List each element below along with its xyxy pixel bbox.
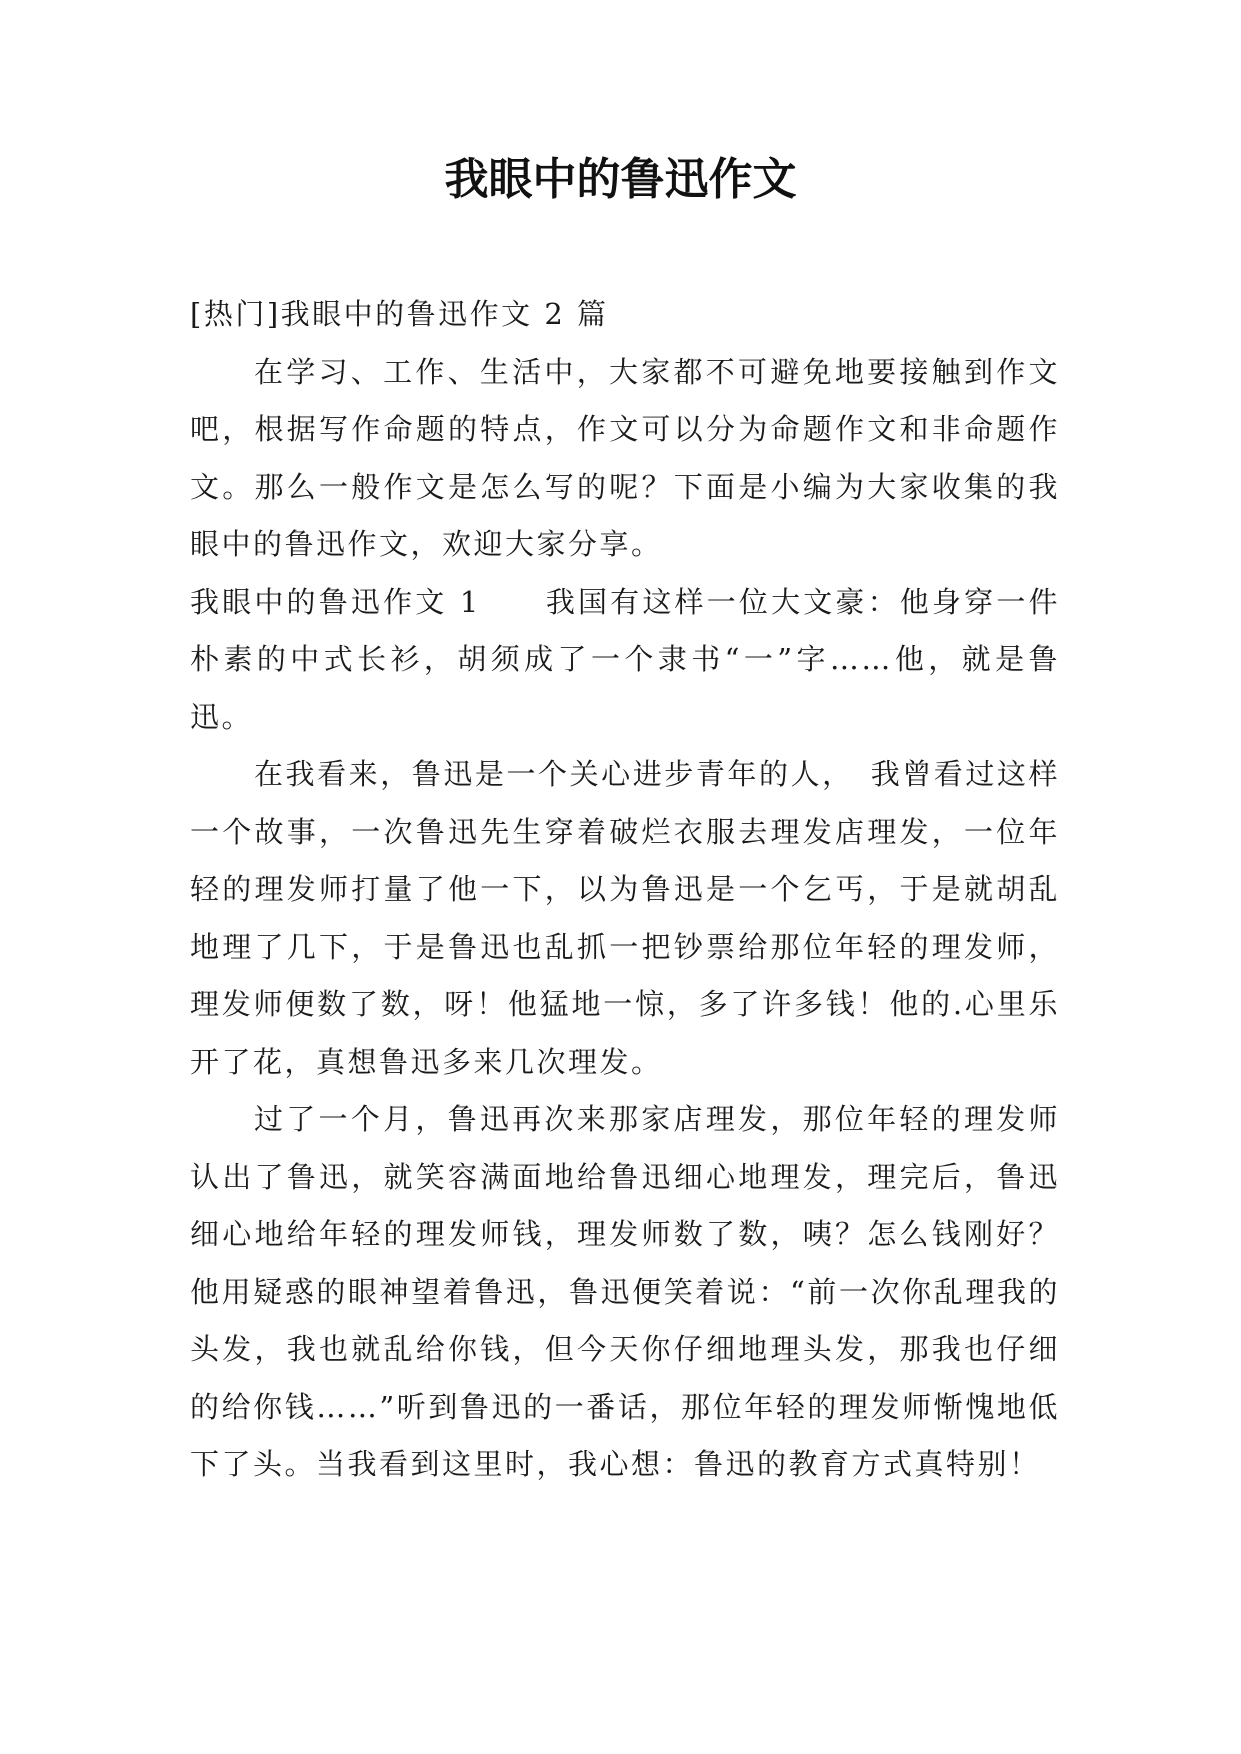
- document-body: [190, 286, 1060, 1494]
- essay-1-story-paragraph: 在我看来，鲁迅是一个关心进步青年的人， 我曾看过这样一个故事，一次鲁迅先生穿着破烂衣服去理发店理发，一位年轻的理发师打量了他一下，以为鲁迅是一个乞丐，于是就胡乱地理了几下，于是鲁迅也乱抓一把钞票给那位年轻的理发师，理发师便数了数，呀！他猛地一惊，多了许多钱！他的.心里乐开了花，真想鲁迅多来几次理发。: [190, 757, 1060, 1079]
- essay-1-opening-paragraph: 我眼中的鲁迅作文 1 我国有这样一位大文豪：他身穿一件朴素的中式长衫，胡须成了一个隶书“一”字……他，就是鲁迅。: [190, 584, 1060, 734]
- intro-paragraph: 在学习、工作、生活中，大家都不可避免地要接触到作文吧，根据写作命题的特点，作文可以分为命题作文和非命题作文。那么一般作文是怎么写的呢？下面是小编为大家收集的我眼中的鲁迅作文，欢迎大家分享。: [190, 354, 1060, 561]
- page-title: 我眼中的鲁迅作文: [444, 154, 797, 205]
- subtitle-line: [热门]我眼中的鲁迅作文 2 篇: [190, 297, 609, 331]
- essay-1-followup-paragraph: 过了一个月，鲁迅再次来那家店理发，那位年轻的理发师认出了鲁迅，就笑容满面地给鲁迅细心地理发，理完后，鲁迅细心地给年轻的理发师钱，理发师数了数，咦？怎么钱刚好？他用疑惑的眼神望着鲁迅，鲁迅便笑着说：“前一次你乱理我的头发，我也就乱给你钱，但今天你仔细地理头发，那我也仔细的给你钱……”听到鲁迅的一番话，那位年轻的理发师惭愧地低下了头。当我看到这里时，我心想：鲁迅的教育方式真特别！: [190, 1102, 1060, 1481]
